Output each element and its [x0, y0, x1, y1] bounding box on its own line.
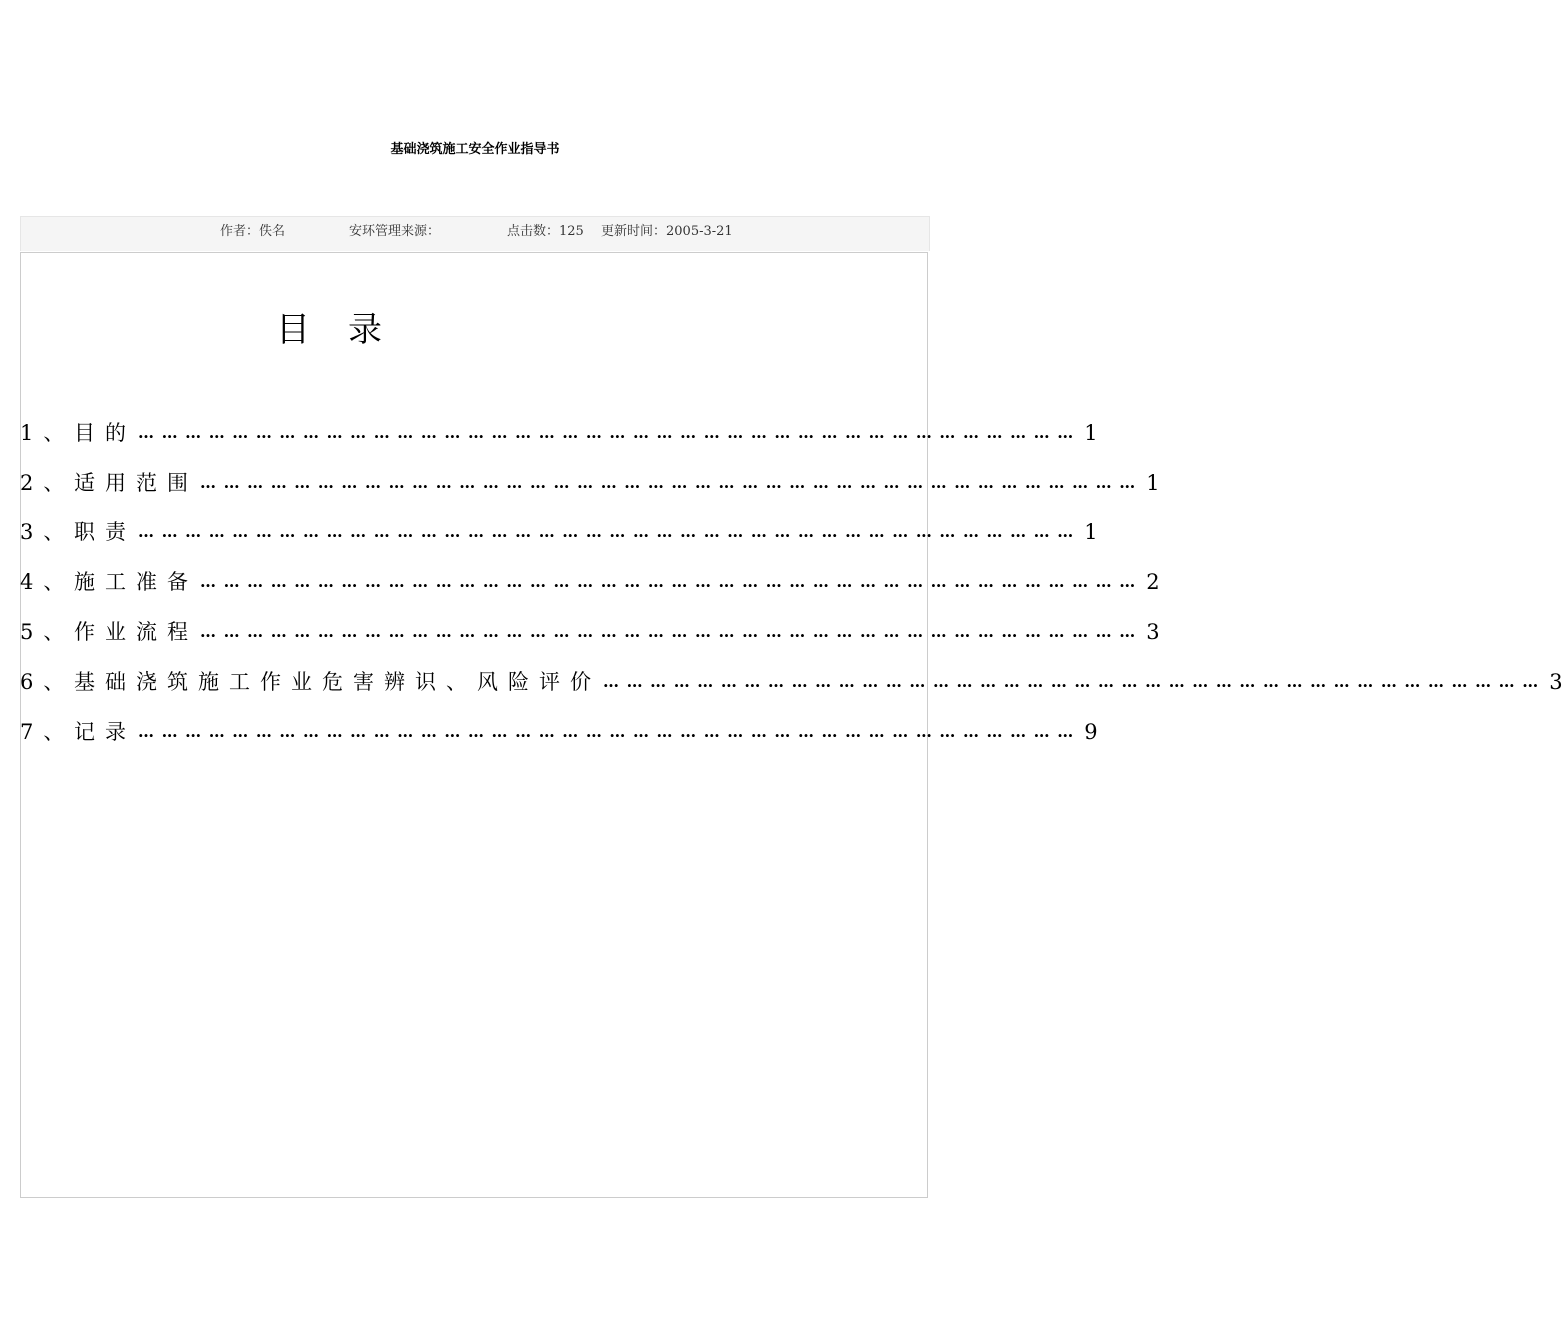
toc-entry[interactable]	[20, 408, 1098, 458]
toc-entry-page: 9	[1084, 719, 1098, 744]
toc-dot-leader: … … … … … … … … … … … … … … … … … … … … … … … … … … … … … … … … … … … … … … … …	[603, 671, 1540, 691]
toc-entry-label: 职责	[74, 520, 136, 545]
toc-entry[interactable]	[20, 707, 1098, 757]
document-title: 基础浇筑施工安全作业指导书	[390, 142, 560, 157]
toc-entry[interactable]	[20, 607, 1160, 657]
toc-entry-label: 适用范围	[74, 470, 198, 495]
hit-count: 点击数：125	[507, 224, 584, 239]
toc-entry-number: 2、	[20, 470, 75, 495]
toc-entry-number: 1、	[20, 420, 75, 445]
table-of-contents	[20, 408, 1563, 757]
toc-dot-leader: … … … … … … … … … … … … … … … … … … … … … … … … … … … … … … … … … … … … … … … …	[200, 472, 1137, 492]
toc-entry-page: 3	[1146, 620, 1160, 645]
toc-entry[interactable]	[20, 557, 1160, 607]
toc-dot-leader: … … … … … … … … … … … … … … … … … … … … … … … … … … … … … … … … … … … … … … … …	[200, 622, 1137, 642]
toc-entry-page: 3	[1549, 669, 1563, 694]
toc-entry-number: 5、	[20, 620, 75, 645]
toc-dot-leader: … … … … … … … … … … … … … … … … … … … … … … … … … … … … … … … … … … … … … … … …	[138, 422, 1075, 442]
toc-entry-page: 2	[1146, 570, 1160, 595]
toc-dot-leader: … … … … … … … … … … … … … … … … … … … … … … … … … … … … … … … … … … … … … … … …	[138, 522, 1075, 542]
toc-entry-label: 记录	[74, 719, 136, 744]
toc-entry-label: 目的	[74, 420, 136, 445]
article-meta-bar	[20, 216, 930, 251]
toc-entry-label: 作业流程	[74, 620, 198, 645]
toc-entry-label: 基础浇筑施工作业危害辨识、风险评价	[74, 669, 601, 694]
toc-entry-page: 1	[1146, 470, 1160, 495]
toc-dot-leader: … … … … … … … … … … … … … … … … … … … … … … … … … … … … … … … … … … … … … … … …	[200, 572, 1137, 592]
toc-entry[interactable]	[20, 458, 1160, 508]
toc-entry-number: 6、	[20, 669, 75, 694]
toc-entry-number: 4、	[20, 570, 75, 595]
toc-heading: 目录	[276, 310, 420, 350]
update-time: 更新时间：2005-3-21	[601, 224, 733, 239]
toc-entry-label: 施工准备	[74, 570, 198, 595]
toc-entry-page: 1	[1084, 520, 1098, 545]
source-info: 安环管理来源：	[349, 224, 441, 239]
toc-entry-number: 3、	[20, 520, 75, 545]
toc-entry[interactable]	[20, 508, 1098, 558]
toc-entry-number: 7、	[20, 719, 75, 744]
toc-entry[interactable]	[20, 657, 1563, 707]
toc-dot-leader: … … … … … … … … … … … … … … … … … … … … … … … … … … … … … … … … … … … … … … … …	[138, 721, 1075, 741]
toc-entry-page: 1	[1084, 420, 1098, 445]
author-info: 作者：佚名	[220, 224, 286, 239]
